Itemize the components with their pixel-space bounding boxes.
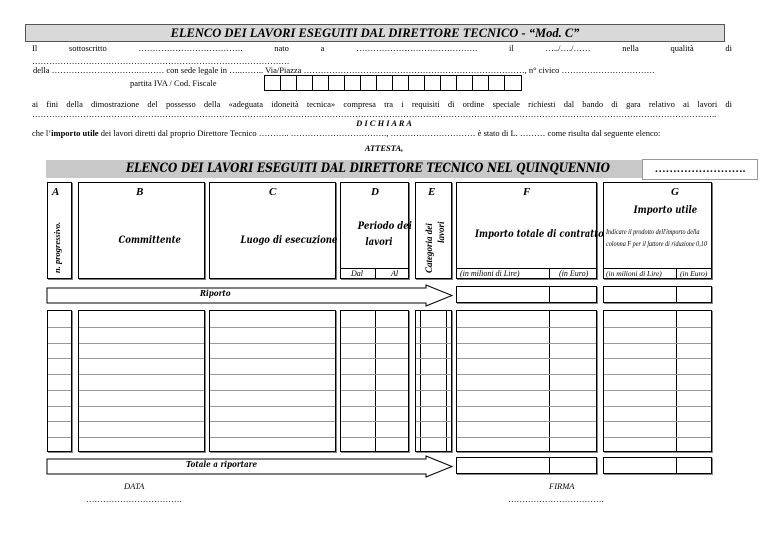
header-G-note-2: colonna F per il fattore di riduzione 0,10 — [606, 239, 707, 248]
header-A-label: n. progressivo. — [52, 221, 62, 273]
iva-digit-box[interactable] — [505, 76, 521, 90]
riporto-G-cell[interactable] — [603, 286, 712, 303]
iva-digit-box[interactable] — [313, 76, 329, 90]
table-row-divider — [210, 421, 335, 422]
header-D — [340, 182, 412, 279]
riporto-arrow — [46, 284, 456, 308]
totale-F-cell[interactable] — [456, 457, 597, 474]
importo-pre: che l’ — [32, 128, 52, 138]
header-G-sub-lire: (in milioni di Lire) — [606, 269, 662, 278]
data-field[interactable]: ……………………………. — [86, 494, 182, 504]
header-G-note-1: Indicare il prodotto dell'importo della — [606, 227, 700, 236]
table-title: ELENCO DEI LAVORI ESEGUITI DAL DIRETTORE TECNICO NEL QUINQUENNIO — [126, 161, 610, 176]
table-row-divider — [210, 437, 335, 438]
header-G — [603, 182, 712, 279]
column-letter-A: A — [52, 186, 60, 198]
data-label: DATA — [124, 481, 145, 491]
header-G-label: Importo utile — [633, 205, 698, 216]
table-row-divider — [341, 374, 408, 375]
column-letter-D: D — [371, 186, 379, 198]
table-row-divider — [210, 327, 335, 328]
iva-digit-box[interactable] — [377, 76, 393, 90]
header-D-label-2: lavori — [365, 237, 393, 248]
header-F-sub-lire: (in milioni di Lire) — [460, 269, 520, 278]
table-row-divider — [48, 406, 71, 407]
table-row-divider — [604, 358, 711, 359]
table-row-divider — [48, 343, 71, 344]
table-row-divider — [457, 327, 596, 328]
table-row-divider — [457, 343, 596, 344]
body-col-B[interactable] — [78, 310, 205, 452]
totale-G-cell[interactable] — [603, 457, 712, 474]
table-row-divider — [48, 437, 71, 438]
header-D-sub-dal: Dal — [351, 269, 363, 278]
line1-token: Il — [32, 43, 38, 53]
column-letter-E: E — [428, 186, 436, 198]
header-F-sub-euro: (in Euro) — [559, 269, 589, 278]
table-row-divider — [341, 421, 408, 422]
header-F-label: Importo totale di contratto — [475, 229, 604, 240]
iva-digit-box[interactable] — [361, 76, 377, 90]
iva-digit-box[interactable] — [425, 76, 441, 90]
table-row-divider — [457, 406, 596, 407]
body-col-E[interactable] — [415, 310, 452, 452]
iva-digit-box[interactable] — [409, 76, 425, 90]
table-row-divider — [457, 421, 596, 422]
line1-token[interactable]: ………………………………. — [138, 43, 243, 53]
table-row-divider — [48, 421, 71, 422]
iva-digit-box[interactable] — [457, 76, 473, 90]
line1-token: il — [508, 43, 514, 53]
table-row-divider — [416, 390, 451, 391]
table-row-divider — [79, 437, 204, 438]
table-row-divider — [604, 327, 711, 328]
line1-token: nella — [622, 43, 639, 53]
table-row-divider — [210, 343, 335, 344]
table-row-divider — [341, 437, 408, 438]
iva-digit-box[interactable] — [393, 76, 409, 90]
table-row-divider — [457, 390, 596, 391]
form-line-2[interactable]: ………………………………………………………………………………. — [32, 56, 290, 66]
header-C — [209, 182, 336, 279]
table-row-divider — [79, 406, 204, 407]
table-row-divider — [457, 437, 596, 438]
header-E — [415, 182, 452, 279]
table-row-divider — [48, 374, 71, 375]
table-row-divider — [604, 437, 711, 438]
iva-digit-box[interactable] — [329, 76, 345, 90]
body-col-G[interactable] — [603, 310, 712, 452]
line1-token: di — [725, 43, 732, 53]
column-letter-B: B — [136, 186, 144, 198]
firma-label: FIRMA — [549, 481, 575, 491]
purpose-paragraph: ai fini della dimostrazione del possesso della «adeguata idoneità tecnica» compresa tra i requisiti di ordine speciale richiesti dal bando di gara relativo ai lavori di — [32, 99, 732, 109]
table-row-divider — [416, 327, 451, 328]
column-letter-C: C — [269, 186, 277, 198]
table-row-divider — [604, 343, 711, 344]
table-row-divider — [48, 358, 71, 359]
table-row-divider — [210, 406, 335, 407]
document-title: ELENCO DEI LAVORI ESEGUITI DAL DIRETTORE TECNICO - “Mod. C” — [25, 24, 725, 42]
body-col-F[interactable] — [456, 310, 597, 452]
table-row-divider — [48, 390, 71, 391]
header-E-label-1: Categoria dei — [424, 223, 434, 273]
header-D-label-1: Periodo dei — [357, 221, 412, 232]
table-row-divider — [416, 406, 451, 407]
table-row-divider — [416, 358, 451, 359]
table-row-divider — [79, 343, 204, 344]
attesta-heading: ATTESTA, — [364, 143, 404, 153]
importo-bold: importo utile — [51, 128, 99, 138]
table-row-divider — [341, 390, 408, 391]
table-row-divider — [79, 327, 204, 328]
header-C-label: Luogo di esecuzione — [240, 235, 338, 246]
firma-field[interactable]: ……………………………. — [508, 494, 604, 504]
body-col-C[interactable] — [209, 310, 336, 452]
form-line-1 — [32, 43, 732, 53]
table-row-divider — [457, 374, 596, 375]
iva-digit-box[interactable] — [489, 76, 505, 90]
header-B — [78, 182, 205, 279]
table-row-divider — [341, 406, 408, 407]
table-row-divider — [79, 390, 204, 391]
purpose-dots[interactable]: …………………………………………………………………………………………………………………………………………………………………………………………………………………….. — [32, 109, 717, 119]
table-row-divider — [210, 358, 335, 359]
iva-digit-box[interactable] — [281, 76, 297, 90]
header-A — [47, 182, 72, 279]
table-row-divider — [604, 406, 711, 407]
line1-token: nato — [274, 43, 289, 53]
iva-digit-box[interactable] — [473, 76, 489, 90]
table-row-divider — [416, 374, 451, 375]
iva-digit-box[interactable] — [345, 76, 361, 90]
partita-iva-boxes[interactable] — [264, 75, 522, 91]
partita-iva-label: partita IVA / Cod. Fiscale — [130, 78, 217, 88]
iva-digit-box[interactable] — [441, 76, 457, 90]
riporto-label: Riporto — [200, 289, 231, 299]
table-row-divider — [210, 390, 335, 391]
table-row-divider — [604, 421, 711, 422]
body-col-D[interactable] — [340, 310, 409, 452]
table-row-divider — [79, 421, 204, 422]
dichiara-heading: D I C H I A R A — [356, 118, 412, 128]
importo-post: dei lavori diretti dal proprio Direttore Tecnico ……….. ……………………………., ………………………… è stato di L. ……… come risulta dal seguente elenco: — [98, 128, 661, 138]
line1-token[interactable]: …../…./…… — [545, 43, 591, 53]
line1-token: a — [320, 43, 325, 53]
iva-digit-box[interactable] — [297, 76, 313, 90]
table-row-divider — [341, 358, 408, 359]
table-row-divider — [79, 358, 204, 359]
table-row-divider — [79, 374, 204, 375]
header-D-sub-al: Al — [391, 269, 399, 278]
line1-token: sottoscritto — [68, 43, 107, 53]
table-title-bar — [46, 160, 746, 178]
table-row-divider — [604, 374, 711, 375]
importo-line — [32, 128, 660, 138]
line1-token: qualità — [670, 43, 694, 53]
table-row-divider — [457, 358, 596, 359]
table-row-divider — [416, 437, 451, 438]
table-row-divider — [341, 327, 408, 328]
header-B-label: Committente — [118, 235, 181, 246]
form-line-3[interactable]: della ………………………….……… con sede legale in …..…….. Via/Piazza ……………………………………………………………………, n° civico …………………………… — [33, 65, 655, 75]
table-row-divider — [416, 343, 451, 344]
header-G-sub-euro: (in Euro) — [680, 269, 708, 278]
table-row-divider — [416, 421, 451, 422]
column-letter-F: F — [523, 186, 531, 198]
riporto-F-cell[interactable] — [456, 286, 597, 303]
table-row-divider — [341, 343, 408, 344]
iva-digit-box[interactable] — [265, 76, 281, 90]
header-E-label-2: lavori — [436, 221, 446, 243]
totale-label: Totale a riportare — [186, 460, 258, 470]
body-col-A[interactable] — [47, 310, 72, 452]
line1-token[interactable]: ……………………………………. — [356, 43, 478, 53]
table-row-divider — [48, 327, 71, 328]
column-letter-G: G — [671, 186, 679, 198]
table-row-divider — [604, 390, 711, 391]
header-F — [456, 182, 604, 279]
table-row-divider — [210, 374, 335, 375]
quinquennio-field[interactable]: ……………………. — [642, 159, 758, 180]
